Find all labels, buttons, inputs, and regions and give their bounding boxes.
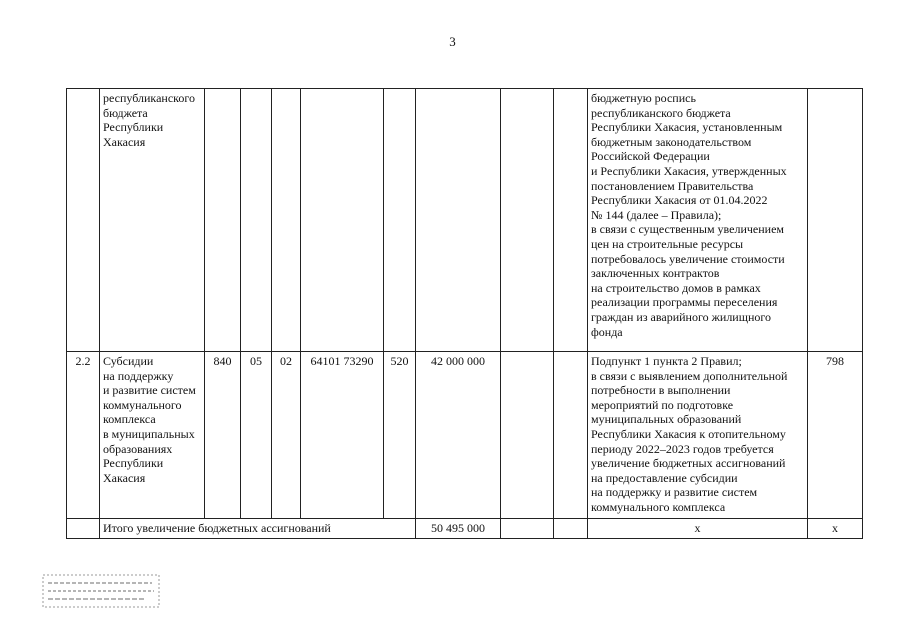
empty-cell bbox=[501, 352, 554, 519]
code-rz-cell: 05 bbox=[241, 352, 272, 519]
total-last-cell: х bbox=[808, 519, 863, 539]
code-pr-cell bbox=[272, 89, 301, 352]
item-name-cell: Субсидии на поддержку и развитие систем коммунального комплекса в муниципальных образованиях Республики Хакасия bbox=[100, 352, 205, 519]
code-csr-cell: 64101 73290 bbox=[301, 352, 384, 519]
empty-cell bbox=[67, 519, 100, 539]
last-column-cell: 798 bbox=[808, 352, 863, 519]
amount-cell bbox=[416, 89, 501, 352]
code-gr-cell bbox=[205, 89, 241, 352]
total-row bbox=[67, 519, 863, 539]
table-row bbox=[67, 352, 863, 519]
total-amount-cell: 50 495 000 bbox=[416, 519, 501, 539]
page-number: 3 bbox=[449, 34, 456, 49]
justification-cell: Подпункт 1 пункта 2 Правил; в связи с выявлением дополнительной потребности в выполнении мероприятий по подготовке муниципальных образований Республики Хакасия к отопительному периоду 2022–2023 годов требуется увеличение бюджетных ассигнований на предоставление субсидии на поддержку и развитие систем коммунального комплекса bbox=[588, 352, 808, 519]
last-column-cell bbox=[808, 89, 863, 352]
row-number-cell bbox=[67, 89, 100, 352]
total-justification-cell: х bbox=[588, 519, 808, 539]
code-vr-cell: 520 bbox=[384, 352, 416, 519]
code-rz-cell bbox=[241, 89, 272, 352]
code-vr-cell bbox=[384, 89, 416, 352]
empty-cell bbox=[501, 519, 554, 539]
empty-cell bbox=[554, 89, 588, 352]
budget-table bbox=[66, 88, 863, 539]
table-row bbox=[67, 89, 863, 352]
code-gr-cell: 840 bbox=[205, 352, 241, 519]
empty-cell bbox=[554, 352, 588, 519]
item-name-cell: республиканского бюджета Республики Хакасия bbox=[100, 89, 205, 352]
empty-cell bbox=[554, 519, 588, 539]
amount-cell: 42 000 000 bbox=[416, 352, 501, 519]
total-label-cell: Итого увеличение бюджетных ассигнований bbox=[100, 519, 416, 539]
code-csr-cell bbox=[301, 89, 384, 352]
code-pr-cell: 02 bbox=[272, 352, 301, 519]
empty-cell bbox=[501, 89, 554, 352]
registration-stamp bbox=[40, 572, 162, 610]
justification-cell: бюджетную роспись республиканского бюджета Республики Хакасия, установленным бюджетным законодательством Российской Федерации и Республики Хакасия, утвержденных постановлением Правительства Республики Хакасия от 01.04.2022 № 144 (далее – Правила); в связи с существенным увеличением цен на строительные ресурсы потребовалось увеличение стоимости заключенных контрактов на строительство домов в рамках реализации программы переселения граждан из аварийного жилищного фонда bbox=[588, 89, 808, 352]
row-number-cell: 2.2 bbox=[67, 352, 100, 519]
